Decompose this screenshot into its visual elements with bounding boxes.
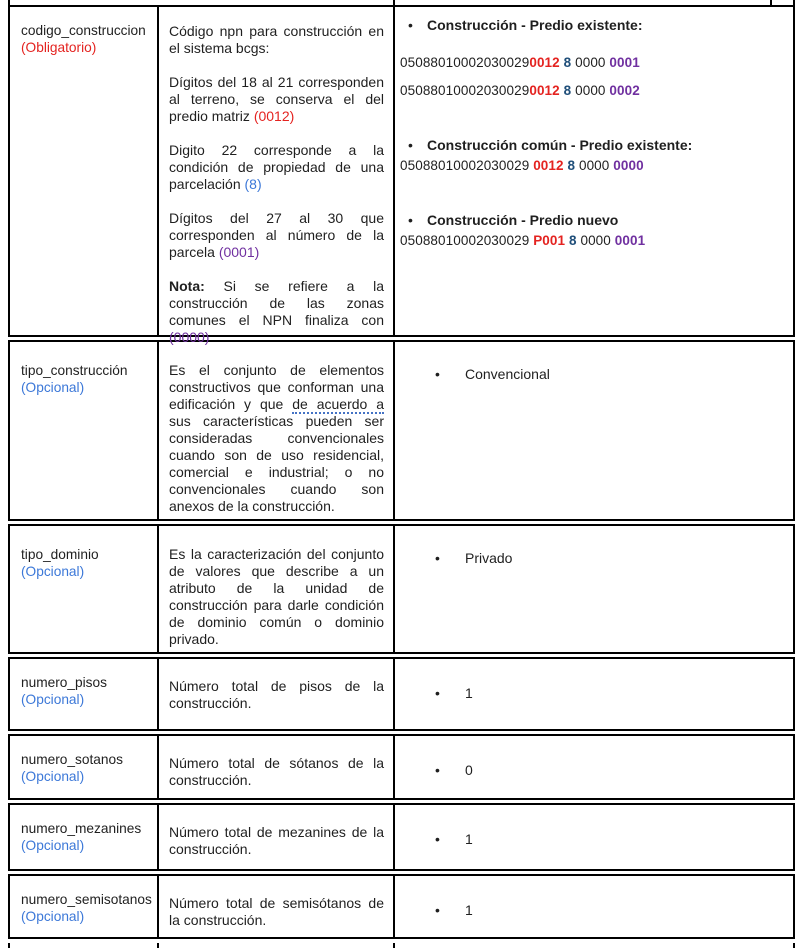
npn-code	[399, 54, 785, 71]
table-row	[8, 734, 795, 800]
text-run: Si se refiere a la construcción de las zonas comunes el NPN finaliza con	[169, 278, 384, 328]
text-run: (Opcional)	[21, 380, 85, 395]
bullet-value	[399, 366, 785, 383]
value-text: Convencional	[465, 366, 550, 382]
table-row	[8, 524, 795, 654]
description-cell	[159, 805, 395, 869]
table-row	[8, 874, 795, 939]
text-run: Número total de mezanines de la construcción.	[169, 824, 384, 857]
text-run: (0001)	[218, 244, 260, 260]
value-text: 1	[465, 685, 473, 701]
field-requirement	[21, 39, 152, 56]
examples-cell	[395, 876, 793, 937]
value-text: 0	[465, 762, 473, 778]
field-name: numero_mezanines	[21, 821, 142, 836]
text-run: 05088010002030029	[400, 83, 530, 98]
examples-cell	[395, 342, 793, 519]
bullet-value	[399, 831, 785, 848]
bullet-heading	[399, 17, 785, 34]
value-text: Privado	[465, 550, 513, 566]
grid-line	[393, 0, 395, 5]
examples-cell	[395, 526, 793, 652]
text-run: sus características pueden ser consideradas convencionales cuando son de uso residencial, comercial e industrial; o no convencionales cuando son anexos de la construcción.	[169, 413, 384, 514]
text-run: 0001	[609, 55, 640, 70]
field-requirement	[21, 837, 152, 854]
grid-line	[770, 0, 772, 5]
field-name: tipo_dominio	[21, 547, 99, 562]
field-requirement	[21, 691, 152, 708]
field-requirement	[21, 563, 152, 580]
description-paragraph	[169, 142, 384, 193]
text-run: (8)	[244, 176, 262, 192]
text-run: de acuerdo a	[292, 396, 384, 412]
bullet-icon: •	[435, 902, 440, 918]
description-cell	[159, 659, 395, 729]
bullet-value	[399, 685, 785, 702]
text-run: P001	[533, 233, 566, 248]
field-name: tipo_construcción	[21, 363, 128, 378]
description-cell	[159, 526, 395, 652]
text-run: 8	[563, 55, 572, 70]
bullet-heading	[399, 212, 785, 229]
text-run: Número total de pisos de la construcción.	[169, 678, 384, 711]
table-row	[8, 803, 795, 871]
value-text: 1	[465, 831, 473, 847]
grid-line	[793, 943, 795, 948]
heading-text	[427, 212, 618, 229]
text-run: (Obligatorio)	[21, 40, 97, 55]
field-name: numero_sotanos	[21, 752, 123, 767]
description-paragraph	[169, 546, 384, 648]
bullet-value	[399, 762, 785, 779]
text-run: (Opcional)	[21, 692, 85, 707]
description-paragraph	[169, 23, 384, 57]
text-run: 0001	[614, 233, 646, 248]
field-requirement	[21, 379, 152, 396]
text-run: 05088010002030029	[400, 158, 534, 173]
text-run: Construcción - Predio existente:	[427, 17, 643, 33]
table-edge-top	[8, 0, 795, 5]
text-run: (Opcional)	[21, 909, 85, 924]
grid-line	[8, 943, 10, 948]
text-run: (Opcional)	[21, 838, 85, 853]
text-run: Construcción común - Predio existente:	[427, 137, 693, 153]
field-requirement	[21, 908, 152, 925]
field-cell	[10, 659, 159, 729]
field-name: codigo_construccion	[21, 23, 146, 38]
text-run: Nota:	[169, 278, 205, 294]
examples-cell	[395, 805, 793, 869]
description-paragraph	[169, 362, 384, 515]
field-cell	[10, 342, 159, 519]
description-paragraph	[169, 210, 384, 261]
description-paragraph	[169, 755, 384, 789]
npn-code	[399, 157, 785, 174]
bullet-icon: •	[435, 366, 440, 382]
description-paragraph	[169, 824, 384, 858]
text-run: Construcción - Predio nuevo	[427, 212, 619, 228]
text-run: 05088010002030029	[400, 233, 534, 248]
description-cell	[159, 876, 395, 937]
description-cell	[159, 7, 395, 345]
grid-line	[157, 943, 159, 948]
bullet-icon: •	[435, 831, 440, 847]
text-run: 8	[569, 233, 577, 248]
text-run: (0012)	[253, 108, 295, 124]
table-row	[8, 657, 795, 731]
text-run: 0000	[571, 55, 610, 70]
table-row	[8, 5, 795, 345]
text-run: Dígitos del 27 al 30 que corresponden al número de la parcela	[169, 210, 384, 260]
field-cell	[10, 805, 159, 869]
text-run: (0000)	[169, 329, 210, 345]
examples-cell	[395, 659, 793, 729]
description-cell	[159, 736, 395, 798]
text-run: 8	[567, 158, 576, 173]
text-run: Número total de semisótanos de la construcción.	[169, 895, 384, 928]
text-run: 05088010002030029	[400, 55, 530, 70]
text-run: 0012	[529, 55, 560, 70]
text-run: 0000	[571, 83, 610, 98]
text-run: 0000	[613, 158, 644, 173]
text-run: (Opcional)	[21, 769, 85, 784]
text-run: 0012	[533, 158, 564, 173]
text-run: 0002	[609, 83, 640, 98]
field-cell	[10, 876, 159, 937]
field-requirement	[21, 768, 152, 785]
text-run: 0012	[529, 83, 560, 98]
description-paragraph	[169, 678, 384, 712]
text-run: 0000	[575, 158, 614, 173]
text-run: Es el conjunto de elementos constructivos que conforman una edificación y que	[169, 362, 384, 412]
bullet-value	[399, 550, 785, 567]
description-cell	[159, 342, 395, 519]
npn-code	[399, 82, 785, 99]
field-cell	[10, 526, 159, 652]
description-paragraph	[169, 278, 384, 346]
text-run: Digito 22 corresponde a la condición de propiedad de una parcelación	[169, 142, 384, 192]
grid-line	[793, 0, 795, 5]
grid-line	[393, 943, 395, 948]
table-row	[8, 340, 795, 521]
bullet-icon: •	[408, 137, 413, 153]
bullet-heading	[399, 137, 785, 154]
heading-text	[427, 137, 692, 154]
bullet-value	[399, 902, 785, 919]
text-run: Código npn para construcción en el sistema bcgs:	[169, 23, 384, 56]
description-paragraph	[169, 74, 384, 125]
field-cell	[10, 7, 159, 335]
text-run: 0000	[576, 233, 615, 248]
field-name: numero_pisos	[21, 675, 107, 690]
bullet-icon: •	[408, 212, 413, 228]
text-run: (Opcional)	[21, 564, 85, 579]
value-text: 1	[465, 902, 473, 918]
bullet-icon: •	[408, 17, 413, 33]
heading-text	[427, 17, 642, 34]
bullet-icon: •	[435, 762, 440, 778]
text-run: 8	[563, 83, 572, 98]
text-run: Es la caracterización del conjunto de valores que describe a un atributo de la unidad de construcción para darle condición de dominio común o dominio privado.	[169, 546, 384, 647]
text-run: Número total de sótanos de la construcción.	[169, 755, 384, 788]
npn-code	[399, 232, 785, 249]
text-run: Dígitos del 18 al 21 corresponden al terreno, se conserva el del predio matriz	[169, 74, 384, 124]
description-paragraph	[169, 895, 384, 929]
table-edge-bottom	[8, 943, 795, 948]
examples-cell	[395, 7, 793, 335]
grid-line	[8, 0, 10, 5]
bullet-icon: •	[435, 685, 440, 701]
examples-cell	[395, 736, 793, 798]
bullet-icon: •	[435, 550, 440, 566]
field-cell	[10, 736, 159, 798]
field-name: numero_semisotanos	[21, 892, 152, 907]
